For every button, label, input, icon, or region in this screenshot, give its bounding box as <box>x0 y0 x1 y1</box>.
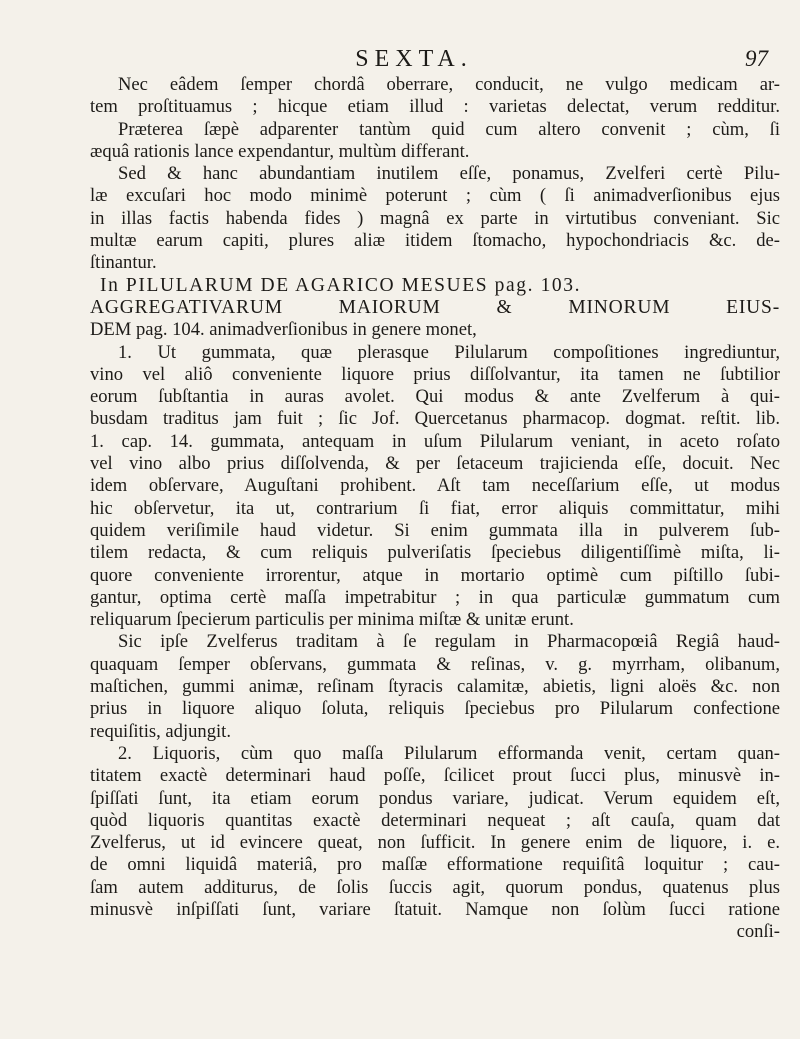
text-line: ſpiſſati ſunt, ita etiam eorum pondus variare, judicat. Verum equidem eſt, <box>90 787 780 809</box>
text-line: vino vel aliô conveniente liquore prius diſſolvantur, ita tamen ne ſubtilior <box>90 363 780 385</box>
text-line: Zvelferus, ut id evincere queat, non ſufficit. In genere enim de liquore, i. e. <box>90 832 780 854</box>
text-line: Præterea ſæpè adparenter tantùm quid cum altero convenit ; cùm, ſi <box>118 118 780 140</box>
text-line: Sic ipſe Zvelferus traditam à ſe regulam in Pharmacopœiâ Regiâ haud- <box>118 631 780 653</box>
text-line: Sed & hanc abundantiam inutilem eſſe, ponamus, Zvelferi certè Pilu- <box>118 163 780 185</box>
text-line: DEM pag. 104. animadverſionibus in genere monet, <box>90 319 477 341</box>
text-line: idem obſervare, Auguſtani prohibent. Aſt tam neceſſarium eſſe, ut modus <box>90 475 780 497</box>
text-line: vel vino albo prius diſſolvenda, & per ſetaceum trajicienda eſſe, docuit. Nec <box>90 453 780 475</box>
running-head: SEXTA. <box>355 46 473 72</box>
text-line: maſtichen, gummi animæ, reſinam ſtyracis calamitæ, abietis, ligni aloës &c. non <box>90 676 780 698</box>
text-line: reliquarum ſpecierum particulis per minima miſtæ & unitæ erunt. <box>90 609 574 631</box>
section-heading: In PILULARUM DE AGARICO MESUES pag. 103. <box>100 274 582 296</box>
text-line: ſam autem additurus, de ſolis ſuccis agit, quorum pondus, quatenus plus <box>90 876 780 898</box>
page-number: 97 <box>745 46 768 71</box>
text-line: eorum ſubſtantia in auras avolet. Qui modus & ante Zvelferum à qui- <box>90 386 780 408</box>
text-line: quore conveniente irrorentur, atque in mortario optimè cum piſtillo ſubi- <box>90 564 780 586</box>
text-line: gantur, optima certè maſſa impetrabitur ; in qua particulæ gummatum cum <box>90 586 780 608</box>
text-line: quòd liquoris quantitas exactè determinari nequeat ; aſt cauſa, quam dat <box>90 809 780 831</box>
text-line: de omni liquidâ materiâ, pro maſſæ efformatione requiſitâ loquitur ; cau- <box>90 854 780 876</box>
text-line: titatem exactè determinari haud poſſe, ſcilicet prout ſucci plus, minusvè in- <box>90 765 780 787</box>
text-line: minusvè inſpiſſati ſunt, variare ſtatuit. Namque non ſolùm ſucci ratione <box>90 898 780 920</box>
text-line: hic obſervetur, ita ut, contrarium ſi fiat, error aliquis committatur, mihi <box>90 497 780 519</box>
text-line: 2. Liquoris, cùm quo maſſa Pilularum efformanda venit, certam quan- <box>118 742 780 764</box>
text-line: in illas factis habenda fides ) magnâ ex parte in virtutibus conveniant. Sic <box>90 207 780 229</box>
page-header <box>60 44 768 74</box>
text-line: requiſitis, adjungit. <box>90 720 231 742</box>
section-heading: AGGREGATIVARUM MAIORUM & MINORUM EIUS- <box>90 296 780 318</box>
text-line: multæ earum capiti, plures aliæ itidem ſtomacho, hypochondriacis &c. de- <box>90 230 780 252</box>
text-line: ſtinantur. <box>90 252 157 274</box>
text-line: tem proſtituamus ; hicque etiam illud : varietas delectat, verum redditur. <box>90 96 780 118</box>
catchword: conſi- <box>736 921 780 943</box>
text-line: quaquam ſemper obſervans, gummata & reſinas, v. g. myrrham, olibanum, <box>90 653 780 675</box>
text-line: prius in liquore aliquo ſoluta, reliquis ſpeciebus pro Pilularum confectione <box>90 698 780 720</box>
text-line: quidem veriſimile haud videtur. Si enim gummata illa in pulverem ſub- <box>90 519 780 541</box>
body-text <box>90 74 780 944</box>
text-line: æquâ rationis lance expendantur, multùm differant. <box>90 140 470 162</box>
text-line: busdam traditus jam fuit ; ſic Jof. Quercetanus pharmacop. dogmat. reſtit. lib. <box>90 408 780 430</box>
text-line: 1. Ut gummata, quæ plerasque Pilularum compoſitiones ingrediuntur, <box>118 341 780 363</box>
text-line: læ excuſari hoc modo minimè poterunt ; cùm ( ſi animadverſionibus ejus <box>90 185 780 207</box>
text-line: 1. cap. 14. gummata, antequam in uſum Pilularum veniant, in aceto roſato <box>90 430 780 452</box>
text-line: tilem redacta, & cum reliquis pulveriſatis ſpeciebus diligentiſſimè miſta, li- <box>90 542 780 564</box>
text-line: Nec eâdem ſemper chordâ oberrare, conducit, ne vulgo medicam ar- <box>118 74 780 95</box>
